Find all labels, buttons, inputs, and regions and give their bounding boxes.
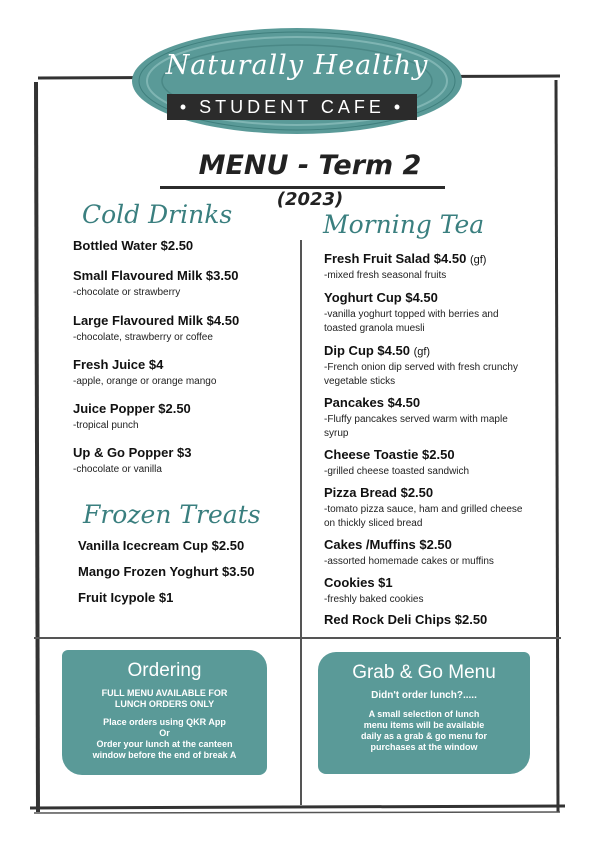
menu-title-year: (2023) <box>276 189 344 210</box>
menu-item <box>324 343 534 389</box>
menu-item <box>324 575 534 607</box>
item-desc: -French onion dip served with fresh crunchy vegetable sticks <box>324 362 518 387</box>
menu-item <box>73 357 216 389</box>
ordering-line: Or <box>159 728 170 738</box>
logo-banner: • STUDENT CAFE • <box>167 94 417 120</box>
title-underline <box>160 186 445 189</box>
menu-item <box>73 238 193 253</box>
menu-item <box>73 445 191 477</box>
cafe-logo <box>127 22 467 140</box>
menu-item <box>324 447 534 479</box>
menu-item <box>78 590 173 605</box>
grab-go-line: daily as a grab & go menu for <box>360 731 488 741</box>
item-name: Dip Cup $4.50 (gf) <box>324 343 431 358</box>
item-name: Pancakes $4.50 <box>324 395 421 410</box>
item-desc: -grilled cheese toasted sandwich <box>324 466 470 477</box>
section-divider <box>34 637 561 639</box>
frozen-treats-title: Frozen Treats <box>83 500 261 529</box>
logo-script-text: Naturally Healthy <box>165 50 429 81</box>
menu-item <box>324 537 534 569</box>
ordering-line: LUNCH ORDERS ONLY <box>114 699 215 709</box>
menu-item <box>73 268 238 300</box>
grab-go-line: A small selection of lunch <box>368 709 480 719</box>
item-desc: -mixed fresh seasonal fruits <box>324 270 447 281</box>
gluten-free-tag: (gf) <box>469 254 487 266</box>
item-name: Yoghurt Cup $4.50 <box>324 290 438 305</box>
item-name: Red Rock Deli Chips $2.50 <box>324 612 488 627</box>
item-desc: -Fluffy pancakes served warm with maple syrup <box>324 414 508 439</box>
item-name: Cheese Toastie $2.50 <box>324 447 455 462</box>
grab-go-subtitle: Didn't order lunch?..... <box>371 690 477 701</box>
column-divider <box>300 240 302 805</box>
item-name: Cakes /Muffins $2.50 <box>324 537 452 552</box>
menu-title-main: MENU - Term 2 <box>198 150 422 181</box>
item-name: Bottled Water $2.50 <box>73 238 194 253</box>
item-desc: -chocolate or vanilla <box>73 464 162 475</box>
item-name: Small Flavoured Milk $3.50 <box>73 268 239 283</box>
morning-tea-title: Morning Tea <box>323 210 485 239</box>
ordering-line: FULL MENU AVAILABLE FOR <box>101 688 228 698</box>
ordering-line: Order your lunch at the canteen <box>96 739 233 749</box>
item-desc: -assorted homemade cakes or muffins <box>324 556 494 567</box>
menu-item <box>324 612 534 627</box>
menu-item <box>73 401 191 433</box>
grab-go-line: menu items will be available <box>363 720 485 730</box>
item-desc: -chocolate, strawberry or coffee <box>73 332 213 343</box>
item-name: Vanilla Icecream Cup $2.50 <box>78 538 245 553</box>
item-name: Cookies $1 <box>324 575 393 590</box>
menu-item <box>78 564 254 579</box>
item-name: Juice Popper $2.50 <box>73 401 191 416</box>
ordering-line: Place orders using QKR App <box>103 717 226 727</box>
grab-go-title: Grab & Go Menu <box>352 662 496 683</box>
menu-item <box>73 313 239 345</box>
item-name: Pizza Bread $2.50 <box>324 485 434 500</box>
menu-item <box>324 251 534 283</box>
ordering-line: window before the end of break A <box>92 750 237 760</box>
item-name: Up & Go Popper $3 <box>73 445 192 460</box>
menu-item <box>324 485 534 531</box>
ordering-box <box>62 650 267 775</box>
gluten-free-tag: (gf) <box>413 346 431 358</box>
item-desc: -apple, orange or orange mango <box>73 376 217 387</box>
menu-item <box>78 538 244 553</box>
logo-swirl-icon <box>127 22 467 140</box>
menu-item <box>324 290 534 336</box>
cold-drinks-title: Cold Drinks <box>82 200 233 229</box>
menu-item <box>324 395 534 441</box>
ordering-title: Ordering <box>127 660 202 681</box>
item-name: Fresh Juice $4 <box>73 357 164 372</box>
item-desc: -chocolate or strawberry <box>73 287 181 298</box>
item-desc: -vanilla yoghurt topped with berries and toasted granola muesli <box>324 309 499 334</box>
grab-go-line: purchases at the window <box>370 742 478 752</box>
grab-go-box <box>318 652 530 774</box>
item-desc: -tropical punch <box>73 420 139 431</box>
item-name: Large Flavoured Milk $4.50 <box>73 313 240 328</box>
item-desc: -freshly baked cookies <box>324 594 424 605</box>
item-name: Fruit Icypole $1 <box>78 590 174 605</box>
item-desc: -tomato pizza sauce, ham and grilled cheese on thickly sliced bread <box>324 504 523 529</box>
item-name: Mango Frozen Yoghurt $3.50 <box>78 564 255 579</box>
item-name: Fresh Fruit Salad $4.50 (gf) <box>324 251 487 266</box>
